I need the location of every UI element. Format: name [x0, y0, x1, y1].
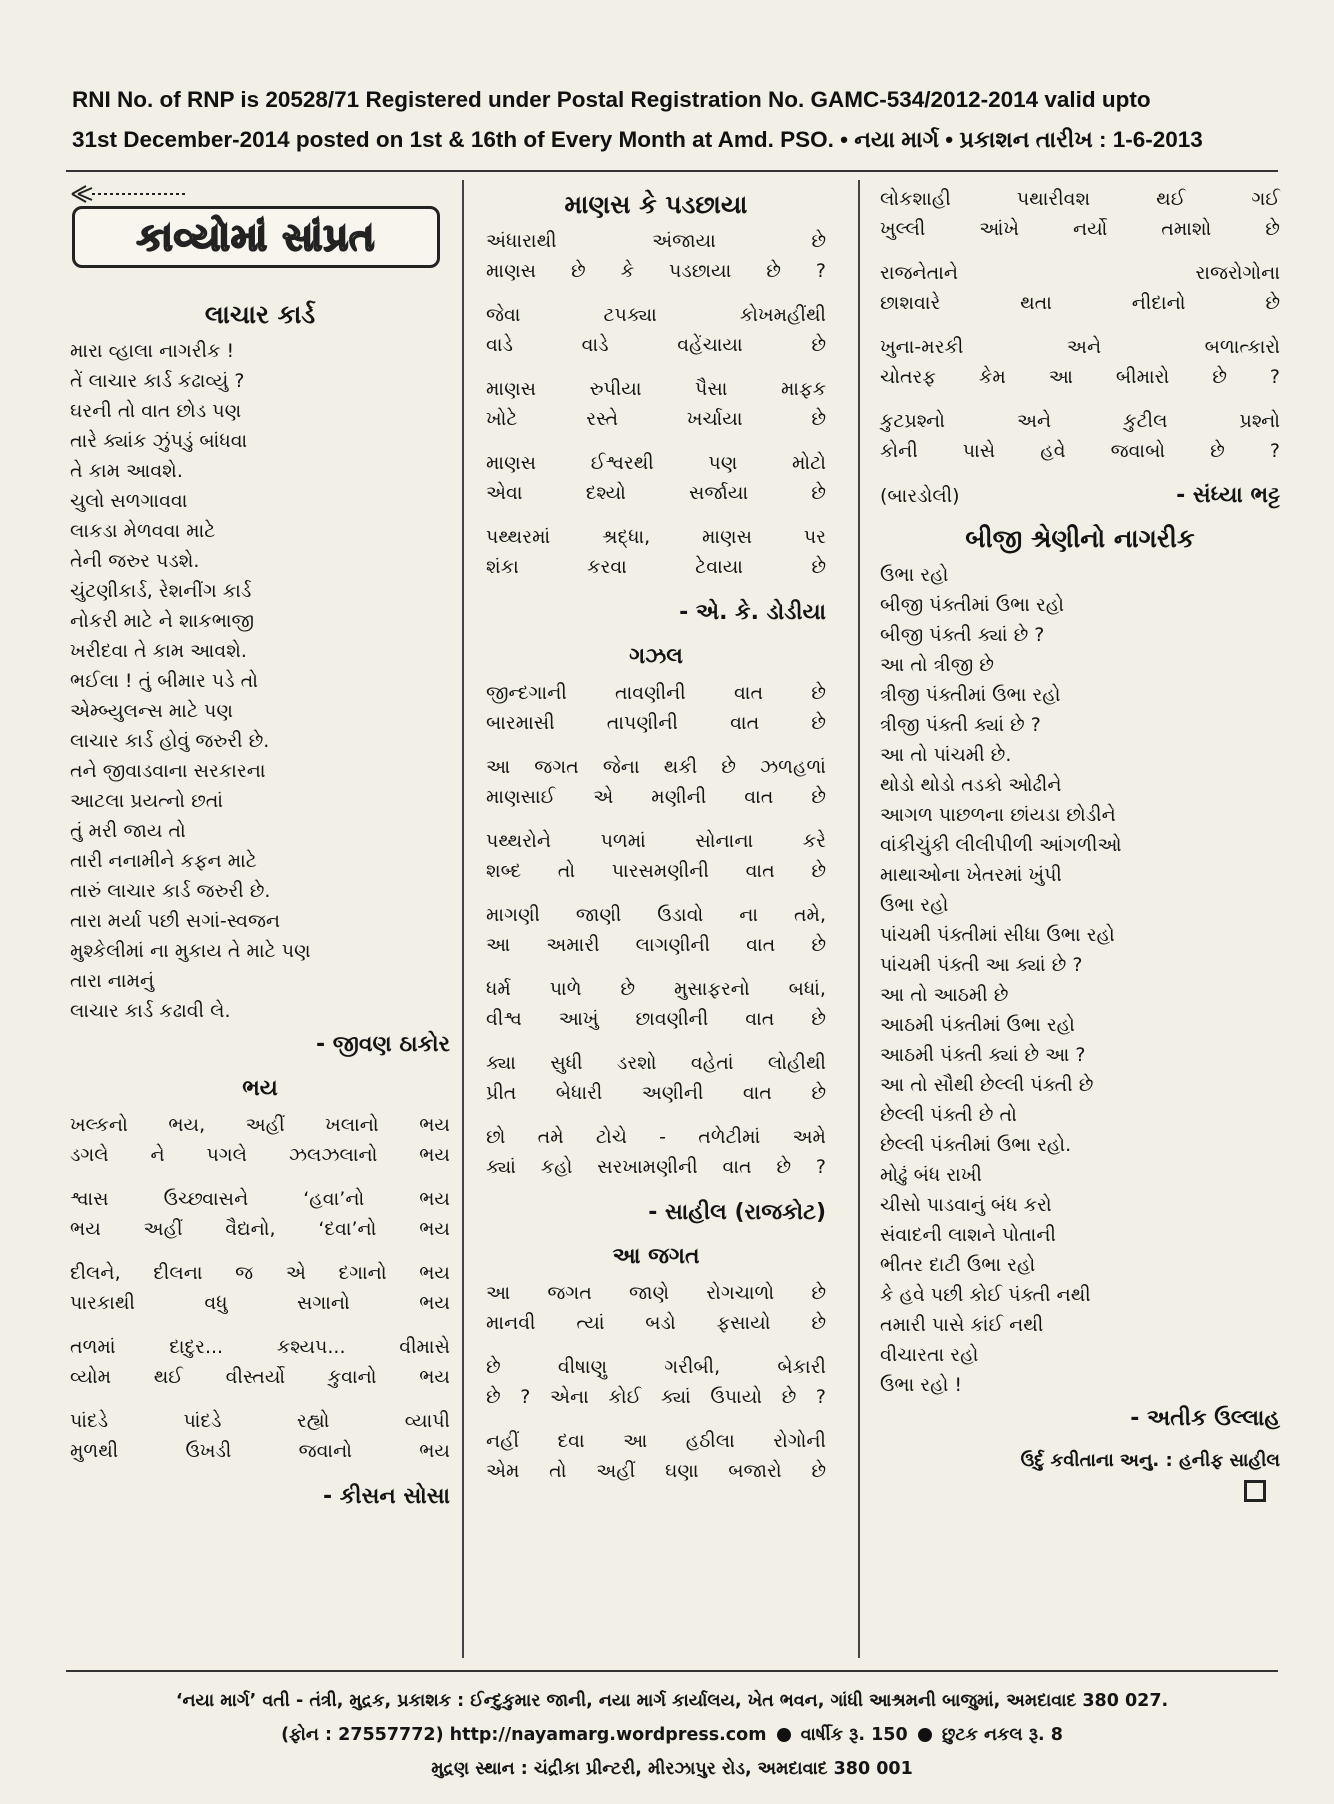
- poem-line: આ તો સૌથી છેલ્લી પંક્તી છે: [880, 1074, 1094, 1096]
- poem-line: ખલ્કનો ભય, અહીં ખલાનો ભય: [70, 1114, 450, 1136]
- poem-line: પાંદડે પાંદડે રહ્યો વ્યાપી: [70, 1410, 450, 1432]
- poem-body: [880, 560, 1280, 1400]
- poem-line: ચુલો સળગાવવા: [70, 490, 188, 512]
- poem-line: કોની પાસે હવે જવાબો છે ?: [880, 440, 1280, 462]
- column-divider-2: [858, 180, 860, 1658]
- poem-line: મુશ્કેલીમાં ના મુકાય તે માટે પણ: [70, 940, 311, 962]
- poem-line: તારી નનામીને કફન માટે: [70, 850, 257, 872]
- poem-line: બીજી પંક્તી ક્યાં છે ?: [880, 624, 1045, 646]
- footer-phone: (ફોન : 27557772) http://nayamarg.wordpress.com: [281, 1725, 767, 1745]
- stanza: [486, 1352, 826, 1412]
- registration-header: [72, 80, 1282, 160]
- stanza: [486, 300, 826, 360]
- footer-divider: [66, 1670, 1278, 1672]
- stanza: [880, 332, 1280, 392]
- poem-line: પથ્થરોને પળમાં સોનાના કરે: [486, 830, 826, 852]
- poem-line: ખરીદવા તે કામ આવશે.: [70, 640, 247, 662]
- poem-line: તારે ક્યાંક ઝુંપડું બાંધવા: [70, 430, 248, 452]
- poem-line: ખોટે રસ્તે ખર્ચાયા છે: [486, 408, 826, 430]
- poem-line: તારા મર્યા પછી સગાં-સ્વજન: [70, 910, 281, 932]
- poem-line: શબ્દ તો પારસમણીની વાત છે: [486, 860, 826, 882]
- stanza: [70, 1406, 450, 1466]
- poem-line: તેં લાચાર કાર્ડ કઢાવ્યું ?: [70, 370, 245, 392]
- poem-body: [70, 336, 450, 1026]
- stanza: [486, 1278, 826, 1338]
- poem-line: વ્યોમ થઈ વીસ્તર્યો કુવાનો ભય: [70, 1366, 450, 1388]
- poem-line: છાશવારે થતા નીદાનો છે: [880, 292, 1280, 314]
- poem-line: આઠમી પંક્તી ક્યાં છે આ ?: [880, 1044, 1086, 1066]
- poem-line: આ જગત જાણે રોગચાળો છે: [486, 1282, 826, 1304]
- poem-body: [70, 1110, 450, 1466]
- poem-line: માણસ ઈશ્વરથી પણ મોટો: [486, 452, 826, 474]
- poem-line: ઉભા રહો !: [880, 1374, 962, 1396]
- poem-line: ત્રીજી પંક્તી ક્યાં છે ?: [880, 714, 1041, 736]
- stanza: [486, 522, 826, 582]
- poem-line: માનવી ત્યાં બડો ફસાયો છે: [486, 1312, 826, 1334]
- poem-title: ભય: [242, 1076, 278, 1101]
- poem-author: - સંધ્યા ભટ્ટ: [1176, 483, 1280, 508]
- bullet-icon: [918, 1728, 932, 1742]
- stanza: [486, 900, 826, 960]
- poem-line: મોઢું બંધ રાખી: [880, 1164, 982, 1186]
- poem-line: વીચારતા રહો: [880, 1344, 979, 1366]
- poem-line: માગણી જાણી ઉડાવો ના તમે,: [486, 904, 826, 926]
- poem-line: ઉભા રહો: [880, 564, 949, 586]
- header-line-1: RNI No. of RNP is 20528/71 Registered under Postal Registration No. GAMC-534/2012-2014 valid upto: [72, 87, 1151, 112]
- stanza: [486, 974, 826, 1034]
- poem-line: આટલા પ્રયત્નો છતાં: [70, 790, 224, 812]
- poem-line: ઘરની તો વાત છોડ પણ: [70, 400, 242, 422]
- poem-line: નોકરી માટે ને શાકભાજી: [70, 610, 255, 632]
- poem-line: ભઈલા ! તું બીમાર પડે તો: [70, 670, 258, 692]
- stanza: [486, 448, 826, 508]
- poem-line: પાંચમી પંક્તી આ ક્યાં છે ?: [880, 954, 1083, 976]
- poem-line: આ તો આઠમી છે: [880, 984, 1009, 1006]
- poem-line: ચુંટણીકાર્ડ, રેશનીંગ કાર્ડ: [70, 580, 252, 602]
- stanza: [486, 752, 826, 812]
- imprint-footer: [66, 1684, 1278, 1786]
- stanza: [486, 1426, 826, 1486]
- poem-line: લોકશાહી પથારીવશ થઈ ગઈ: [880, 188, 1280, 210]
- poem-line: તારું લાચાર કાર્ડ જરુરી છે.: [70, 880, 271, 902]
- poem-line: વીશ્વ આખું છાવણીની વાત છે: [486, 1008, 826, 1030]
- banner-title: કાવ્યોમાં સાંપ્રત: [136, 215, 376, 259]
- poem-line: એમ્બ્યુલન્સ માટે પણ: [70, 700, 233, 722]
- footer-line-2: [66, 1718, 1278, 1752]
- poem-line: તને જીવાડવાના સરકારના: [70, 760, 266, 782]
- poem-line: તેની જરુર પડશે.: [70, 550, 200, 572]
- poem-author-row: [880, 480, 1280, 512]
- poem-author: - સાહીલ (રાજકોટ): [648, 1200, 826, 1225]
- poem-line: માથાઓના ખેતરમાં ખુંપી: [880, 864, 1062, 886]
- section-banner: [68, 184, 438, 276]
- poem-title: માણસ કે પડછાયા: [564, 190, 748, 219]
- poem-place: (બારડોલી): [880, 485, 960, 507]
- poem-line: સંવાદની લાશને પોતાની: [880, 1224, 1056, 1246]
- stanza: [486, 826, 826, 886]
- stanza: [70, 1184, 450, 1244]
- poem-line: પ્રીત બેધારી અણીની વાત છે: [486, 1082, 826, 1104]
- footer-line-1: ‘નયા માર્ગ’ વતી - તંત્રી, મુદ્રક, પ્રકાશક : ઈન્દુકુમાર જાની, નયા માર્ગ કાર્યાલય, ખેત ભવન, ગાંધી આશ્રમની બાજુમાં, અમદાવાદ 380 027.: [175, 1691, 1169, 1711]
- poem-line: છે ? એના કોઈ ક્યાં ઉપાયો છે ?: [486, 1386, 826, 1408]
- poem-line: તું મરી જાય તો: [70, 820, 186, 842]
- poem-line: શ્વાસ ઉચ્છ્વાસને ‘હવા’નો ભય: [70, 1188, 450, 1210]
- poem-line: આ તો પાંચમી છે.: [880, 744, 1012, 766]
- poem-line: ખુના-મરકી અને બળાત્કારો: [880, 336, 1280, 358]
- poem-line: ધર્મ પાળે છે મુસાફરનો બધાં,: [486, 978, 826, 1000]
- poem-title: લાચાર કાર્ડ: [204, 300, 316, 329]
- poem-line: ડગલે ને પગલે ઝલઝલાનો ભય: [70, 1144, 450, 1166]
- left-column: [70, 184, 450, 1524]
- poem-line: કે હવે પછી કોઈ પંક્તી નથી: [880, 1284, 1091, 1306]
- banner-box: [72, 206, 440, 268]
- poem-line: આ તો ત્રીજી છે: [880, 654, 994, 676]
- poem-line: છે વીષાણુ ગરીબી, બેકારી: [486, 1356, 826, 1378]
- poem-line: લાચાર કાર્ડ હોવું જરુરી છે.: [70, 730, 270, 752]
- translation-credit: ઉર્દુ કવીતાના અનુ. : હનીફ સાહીલ: [1020, 1450, 1280, 1471]
- poem-line: ભીતર દાટી ઉભા રહો: [880, 1254, 1036, 1276]
- poem-line: આગળ પાછળના છાંયડા છોડીને: [880, 804, 1116, 826]
- stanza: [486, 226, 826, 286]
- poem-title: ગઝલ: [629, 644, 683, 669]
- stanza: [486, 678, 826, 738]
- poem-line: શંકા કરવા ટેવાયા છે: [486, 556, 826, 578]
- poem-line: ક્યાં કહો સરખામણીની વાત છે ?: [486, 1156, 826, 1178]
- poem-line: મુળથી ઉખડી જવાનો ભય: [70, 1440, 450, 1462]
- poem-line: ઉભા રહો: [880, 894, 949, 916]
- poem-line: તળમાં દાદુર... કશ્યપ... વીમાસે: [70, 1336, 450, 1358]
- poem-line: છેલ્લી પંક્તી છે તો: [880, 1104, 1017, 1126]
- poem-line: તારા નામનું: [70, 970, 155, 992]
- column-divider-1: [462, 180, 464, 1658]
- middle-column: [486, 184, 826, 1500]
- poem-line: થોડો થોડો તડકો ઓઢીને: [880, 774, 1062, 796]
- poem-body: [486, 678, 826, 1182]
- stanza: [486, 1048, 826, 1108]
- poem-line: પાંચમી પંક્તીમાં સીધા ઉભા રહો: [880, 924, 1115, 946]
- poem-line: છેલ્લી પંક્તીમાં ઉભા રહો.: [880, 1134, 1072, 1156]
- stanza: [880, 184, 1280, 244]
- poem-line: દીલને, દીલના જ એ દગાનો ભય: [70, 1262, 450, 1284]
- header-line-2: 31st December-2014 posted on 1st & 16th of Every Month at Amd. PSO. • નયા માર્ગ • પ્રકાશન તારીખ : 1-6-2013: [72, 127, 1203, 152]
- poem-line: ભય અહીં વૈદ્યનો, ‘દવા’નો ભય: [70, 1218, 450, 1240]
- poem-line: ચીસો પાડવાનું બંધ કરો: [880, 1194, 1052, 1216]
- poem-line: આઠમી પંક્તીમાં ઉભા રહો: [880, 1014, 1075, 1036]
- poem-title: બીજી શ્રેણીનો નાગરીક: [965, 524, 1195, 553]
- ornament-icon: [68, 184, 188, 204]
- poem-line: ખુલ્લી આંખે નર્યો તમાશો છે: [880, 218, 1280, 240]
- poem-line: મારા વ્હાલા નાગરીક !: [70, 340, 235, 362]
- stanza: [70, 1110, 450, 1170]
- poem-line: ચોતરફ કેમ આ બીમારો છે ?: [880, 366, 1280, 388]
- poem-line: તમારી પાસે કાંઈ નથી: [880, 1314, 1044, 1336]
- bullet-icon: [777, 1728, 791, 1742]
- poem-author: - એ. કે. ડોડીયા: [679, 600, 826, 625]
- poem-line: કુટપ્રશ્નો અને કુટીલ પ્રશ્નો: [880, 410, 1280, 432]
- poem-author: - જીવણ ઠાકોર: [315, 1032, 450, 1057]
- poem-body: [880, 184, 1280, 466]
- poem-body: [486, 1278, 826, 1486]
- poem-line: ત્રીજી પંક્તીમાં ઉભા રહો: [880, 684, 1061, 706]
- poem-line: નહીં દવા આ હઠીલા રોગોની: [486, 1430, 826, 1452]
- end-mark-icon: [1244, 1480, 1266, 1502]
- poem-line: વાંકીચુંકી લીલીપીળી આંગળીઓ: [880, 834, 1122, 856]
- stanza: [880, 258, 1280, 318]
- footer-single-copy: છુટક નકલ રૂ. 8: [941, 1725, 1063, 1745]
- poem-line: જેવા ટપક્યા કોખમહીંથી: [486, 304, 826, 326]
- poem-line: પથ્થરમાં શ્રદ્ધા, માણસ પર: [486, 526, 826, 548]
- poem-line: એવા દશ્યો સર્જાયા છે: [486, 482, 826, 504]
- poem-line: છો તમે ટોચે - તળેટીમાં અમે: [486, 1126, 826, 1148]
- stanza: [70, 1332, 450, 1392]
- poem-line: વાડે વાડે વહેંચાયા છે: [486, 334, 826, 356]
- poem-line: માણસાઈ એ મણીની વાત છે: [486, 786, 826, 808]
- poem-author: - કીસન સોસા: [322, 1484, 450, 1509]
- poem-line: લાચાર કાર્ડ કઢાવી લે.: [70, 1000, 231, 1022]
- poem-line: એમ તો અહીં ઘણા બજારો છે: [486, 1460, 826, 1482]
- poem-author: - અતીક ઉલ્લાહ: [1130, 1406, 1280, 1431]
- poem-body: [486, 226, 826, 582]
- stanza: [486, 374, 826, 434]
- footer-line-3: મુદ્રણ સ્થાન : ચંદ્રીકા પ્રીન્ટરી, મીરઝાપુર રોડ, અમદાવાદ 380 001: [431, 1759, 913, 1779]
- header-divider: [66, 170, 1278, 172]
- stanza: [70, 1258, 450, 1318]
- poem-line: આ અમારી લાગણીની વાત છે: [486, 934, 826, 956]
- poem-title: આ જગત: [612, 1244, 700, 1269]
- poem-line: બીજી પંક્તીમાં ઉભા રહો: [880, 594, 1065, 616]
- stanza: [486, 1122, 826, 1182]
- right-column: [880, 184, 1280, 1502]
- poem-line: પારકાથી વધુ સગાનો ભય: [70, 1292, 450, 1314]
- footer-subscription: વાર્ષીક રૂ. 150: [800, 1725, 908, 1745]
- poem-line: ક્યા સુધી ડરશો વહેતાં લોહીથી: [486, 1052, 826, 1074]
- poem-line: રાજનેતાને રાજરોગોના: [880, 262, 1280, 284]
- poem-line: તે કામ આવશે.: [70, 460, 183, 482]
- poem-line: અંધારાથી અંજાયા છે: [486, 230, 826, 252]
- poem-line: જીન્દગાની તાવણીની વાત છે: [486, 682, 826, 704]
- stanza: [880, 406, 1280, 466]
- poem-line: લાકડા મેળવવા માટે: [70, 520, 216, 542]
- poem-line: આ જગત જેના થકી છે ઝળહળાં: [486, 756, 826, 778]
- poem-line: માણસ છે કે પડછાયા છે ?: [486, 260, 826, 282]
- poem-line: બારમાસી તાપણીની વાત છે: [486, 712, 826, 734]
- poem-line: માણસ રુપીયા પૈસા માફક: [486, 378, 826, 400]
